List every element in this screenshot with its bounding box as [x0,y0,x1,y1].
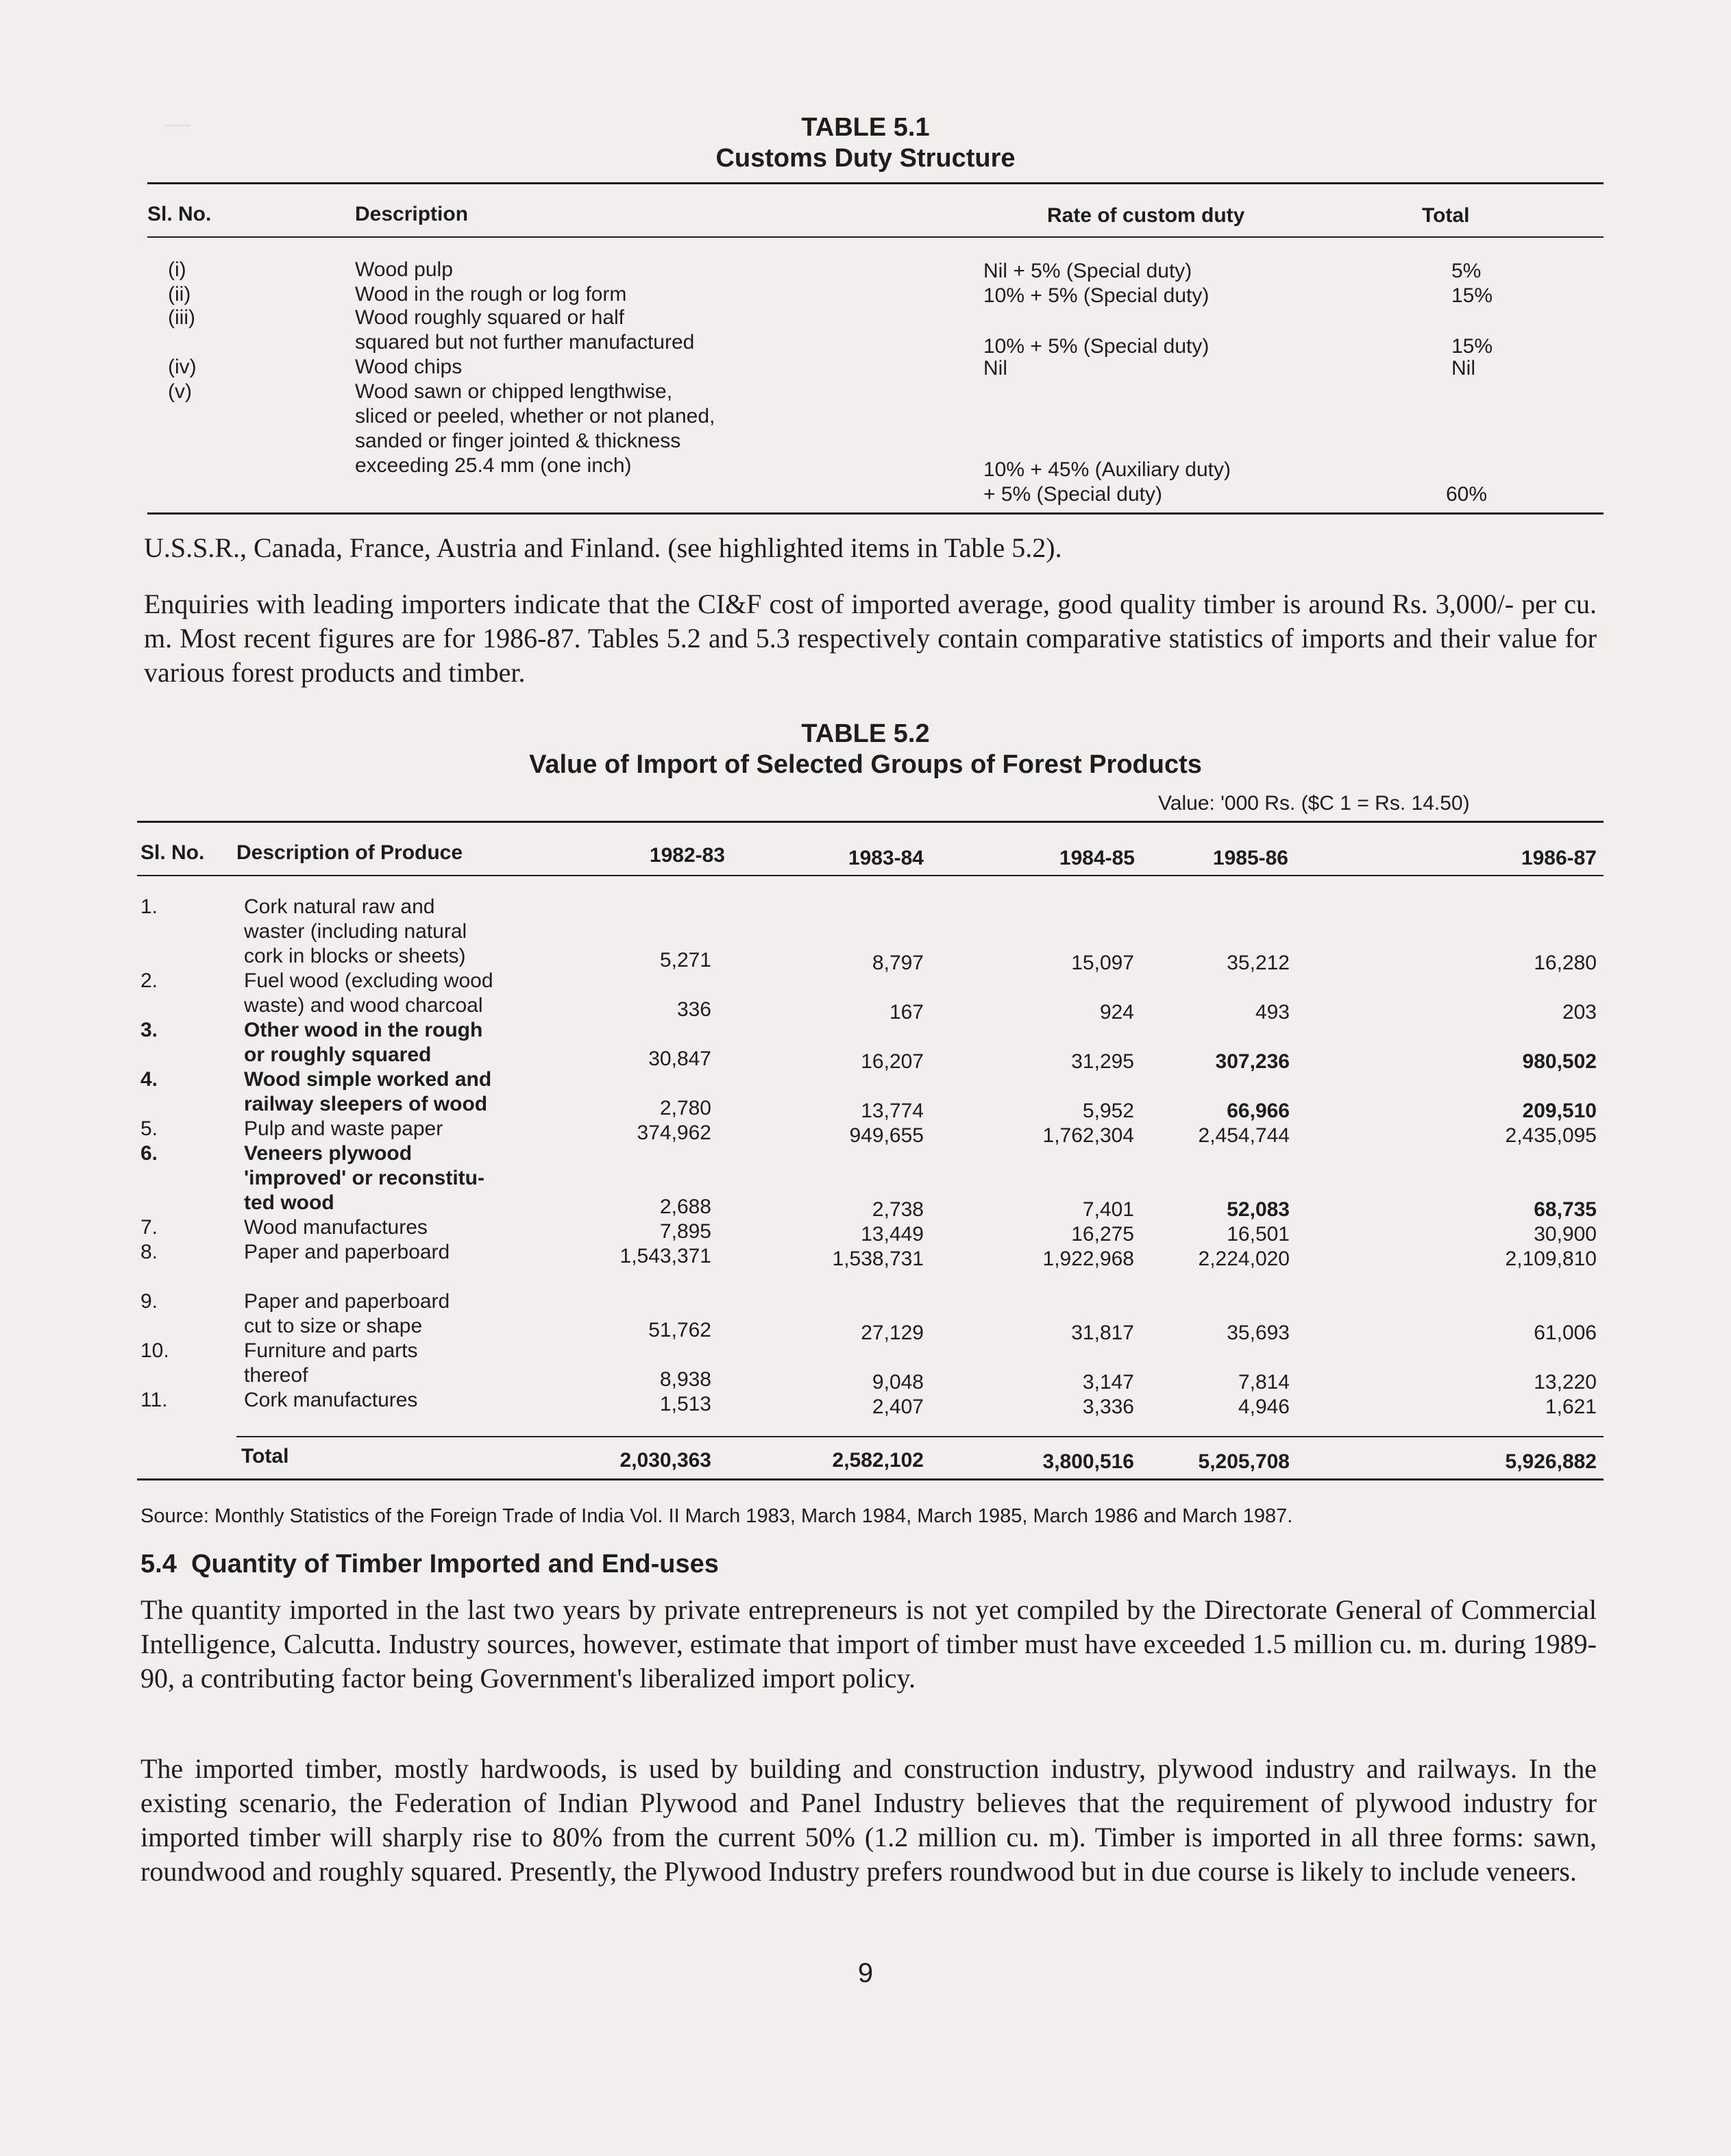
table2-row-value: 13,774 [861,1100,924,1122]
table1-top-rule [147,182,1604,184]
table1-cell-total: 15% [1451,335,1493,358]
table1-cell-sl: (v) [168,380,192,403]
paragraph-imported-timber: The imported timber, mostly hardwoods, is used by building and construction industry, plywood industry and railways. In the existing scenario, the Federation of Indian Plywood and Panel Industry believes that the requirement of plywood industry for imported timber will sharply rise to 80% from the current 50% (1.2 million cu. m). Timber is imported in all three forms: sawn, roundwood and roughly squared. Presently, the Plywood Industry prefers roundwood but in due course is likely to include veneers. [140,1753,1597,1887]
table1-header-sl: Sl. No. [147,203,212,225]
table2-row-value: 16,280 [1534,952,1597,974]
table2-caption-number: TABLE 5.2 [801,719,930,748]
table1-cell-desc: Wood in the rough or log form [355,283,627,306]
table2-header-1982-83: 1982-83 [649,844,725,867]
table1-cell-total: 15% [1451,284,1493,307]
table2-row-value: 1,543,371 [619,1245,711,1267]
table1-header-rate: Rate of custom duty [1047,204,1245,227]
table2-row-value: 3,147 [1082,1371,1134,1393]
table2-row-sl: 11. [140,1389,168,1411]
table2-row-value: 924 [1099,1001,1134,1024]
table1-header-total: Total [1422,204,1470,227]
table2-header-1986-87: 1986-87 [1521,847,1597,869]
table2-row-value: 1,922,968 [1042,1248,1134,1270]
table2-row-value: 31,295 [1071,1050,1134,1073]
table2-row-value: 9,048 [872,1371,924,1393]
table2-row-value: 51,762 [648,1319,711,1341]
table2-row-value: 31,817 [1071,1322,1134,1344]
table2-row-value: 35,693 [1227,1322,1290,1344]
table2-row-desc: Furniture and parts thereof [244,1339,418,1387]
table1-cell-total: 60% [1446,483,1488,506]
table2-row-desc: Paper and paperboard [244,1241,450,1263]
table1-cell-desc: Wood chips [355,356,463,378]
table1-cell-rate: Nil [983,357,1007,380]
table2-row-sl: 5. [140,1117,158,1140]
table2-row-value: 2,435,095 [1505,1124,1597,1147]
table2-row-value: 8,797 [872,952,924,974]
table1-cell-desc: Wood sawn or chipped lengthwise, sliced or peeled, whether or not planed, sanded or finger jointed & thickness exceeding 25.4 mm (one inch) [355,380,715,477]
table2-row-value: 1,513 [659,1393,711,1415]
table1-cell-rate: 10% + 45% (Auxiliary duty) + 5% (Special duty) [983,458,1231,506]
table2-row-value: 2,109,810 [1505,1248,1597,1270]
table2-row-sl: 3. [140,1019,158,1041]
table2-row-value: 16,501 [1227,1223,1290,1246]
table1-cell-rate: Nil + 5% (Special duty) [983,260,1192,282]
table2-header-sl: Sl. No. [140,841,205,864]
table2-total-1983-84: 2,582,102 [832,1449,924,1472]
table2-row-desc: Paper and paperboard cut to size or shape [244,1290,450,1337]
table2-row-value: 16,275 [1071,1223,1134,1246]
table1-cell-total: Nil [1451,357,1475,380]
table1-bottom-rule [147,512,1604,515]
table2-row-value: 2,224,020 [1198,1248,1290,1270]
table2-row-value: 5,271 [659,949,711,971]
table2-row-value: 16,207 [861,1050,924,1073]
table2-value-note: Value: '000 Rs. ($C 1 = Rs. 14.50) [1158,792,1470,815]
table1-header-desc: Description [355,203,469,225]
table2-row-sl: 4. [140,1068,158,1091]
table2-row-sl: 10. [140,1339,169,1362]
table2-row-value: 1,538,731 [832,1248,924,1270]
table2-row-value: 4,946 [1238,1396,1290,1418]
table2-row-value: 167 [889,1001,924,1024]
table1-cell-sl: (iv) [168,356,197,378]
paragraph-enquiries: Enquiries with leading importers indicate that the CI&F cost of imported average, good quality timber is around Rs. 3,000/- per cu. m. Most recent figures are for 1986-87. Tables 5.2 and 5.3 respectively contain comparative statistics of imports and their value for various forest products and timber. [144,588,1597,688]
table2-header-1983-84: 1983-84 [848,847,924,869]
table2-row-value: 15,097 [1071,952,1134,974]
table2-row-value: 374,962 [637,1122,711,1144]
table2-header-1984-85: 1984-85 [1059,847,1135,869]
table2-row-value: 13,449 [861,1223,924,1246]
table2-row-desc: Wood simple worked and railway sleepers of wood [244,1068,492,1115]
table2-row-value: 2,688 [659,1195,711,1218]
table1-cell-sl: (i) [168,258,186,281]
table2-row-desc: Pulp and waste paper [244,1117,443,1140]
table2-row-value: 7,401 [1082,1198,1134,1221]
table2-total-1984-85: 3,800,516 [1042,1450,1134,1473]
table2-row-sl: 2. [140,969,158,992]
table1-caption-number: TABLE 5.1 [801,113,930,142]
table2-total-label: Total [241,1445,289,1467]
table1-cell-rate: 10% + 5% (Special duty) [983,284,1210,307]
table2-row-desc: Wood manufactures [244,1216,428,1239]
table1-cell-desc: Wood pulp [355,258,453,281]
table2-row-value: 35,212 [1227,952,1290,974]
table2-row-value: 2,738 [872,1198,924,1221]
table2-row-value: 30,900 [1534,1223,1597,1246]
table2-row-value: 203 [1562,1001,1597,1024]
table2-row-value: 7,895 [659,1220,711,1243]
table2-row-value: 66,966 [1227,1100,1290,1122]
table2-row-value: 61,006 [1534,1322,1597,1344]
table2-header-1985-86: 1985-86 [1212,847,1288,869]
table2-row-desc: Cork manufactures [244,1389,418,1411]
show-through-bleed: — [164,110,191,138]
page-number: 9 [857,1958,874,1988]
table2-row-value: 1,621 [1545,1396,1597,1418]
table2-row-value: 3,336 [1082,1396,1134,1418]
table2-top-rule [137,821,1604,823]
table2-row-value: 336 [676,998,711,1021]
section-heading: 5.4 Quantity of Timber Imported and End-uses [140,1550,719,1578]
table2-row-value: 2,780 [659,1097,711,1119]
table2-row-value: 307,236 [1215,1050,1290,1073]
table2-source: Source: Monthly Statistics of the Foreign Trade of India Vol. II March 1983, March 1984, March 1985, March 1986 and March 1987. [140,1505,1293,1527]
table2-row-desc: Fuel wood (excluding wood waste) and wood charcoal [244,969,493,1017]
table1-cell-rate: 10% + 5% (Special duty) [983,335,1210,358]
table2-row-value: 980,502 [1522,1050,1597,1073]
table1-cell-total: 5% [1451,260,1482,282]
table2-row-sl: 1. [140,895,158,918]
table2-row-sl: 9. [140,1290,158,1313]
table2-row-sl: 8. [140,1241,158,1263]
table2-row-value: 2,407 [872,1396,924,1418]
table2-total-1985-86: 5,205,708 [1198,1450,1290,1473]
table2-row-sl: 6. [140,1142,158,1165]
table2-row-sl: 7. [140,1216,158,1239]
table2-total-1982-83: 2,030,363 [619,1449,711,1472]
table2-total-1986-87: 5,926,882 [1505,1450,1597,1473]
table2-row-value: 2,454,744 [1198,1124,1290,1147]
table1-cell-desc: Wood roughly squared or half squared but not further manufactured [355,306,695,354]
table1-caption-title: Customs Duty Structure [715,144,1016,173]
table2-row-value: 7,814 [1238,1371,1290,1393]
table2-row-value: 30,847 [648,1048,711,1070]
table2-row-value: 949,655 [849,1124,924,1147]
table2-row-value: 27,129 [861,1322,924,1344]
table2-header-rule [137,875,1604,876]
table2-row-desc: Veneers plywood 'improved' or reconstitu- ted wood [244,1142,484,1214]
table2-row-value: 493 [1255,1001,1290,1024]
table2-row-desc: Other wood in the rough or roughly squared [244,1019,483,1066]
table2-total-rule [236,1436,1604,1437]
table2-row-value: 68,735 [1534,1198,1597,1221]
table2-row-value: 8,938 [659,1368,711,1391]
table1-cell-sl: (ii) [168,283,191,306]
paragraph-quantity: The quantity imported in the last two years by private entrepreneurs is not yet compiled by the Directorate General of Commercial Intelligence, Calcutta. Industry sources, however, estimate that import of timber must have exceeded 1.5 million cu. m. during 1989-90, a contributing factor being Government's liberalized import policy. [140,1594,1597,1694]
table1-cell-sl: (iii) [168,306,195,329]
table2-caption-title: Value of Import of Selected Groups of Forest Products [529,750,1202,779]
table1-header-rule [147,236,1604,238]
table2-row-value: 52,083 [1227,1198,1290,1221]
table2-row-desc: Cork natural raw and waster (including natural cork in blocks or sheets) [244,895,467,967]
table2-header-desc: Description of Produce [236,841,463,864]
table2-row-value: 13,220 [1534,1371,1597,1393]
table2-row-value: 1,762,304 [1042,1124,1134,1147]
paragraph-countries: U.S.S.R., Canada, France, Austria and Finland. (see highlighted items in Table 5.2). [144,532,1062,563]
table2-bottom-rule [137,1478,1604,1480]
table2-row-value: 209,510 [1522,1100,1597,1122]
table2-row-value: 5,952 [1082,1100,1134,1122]
